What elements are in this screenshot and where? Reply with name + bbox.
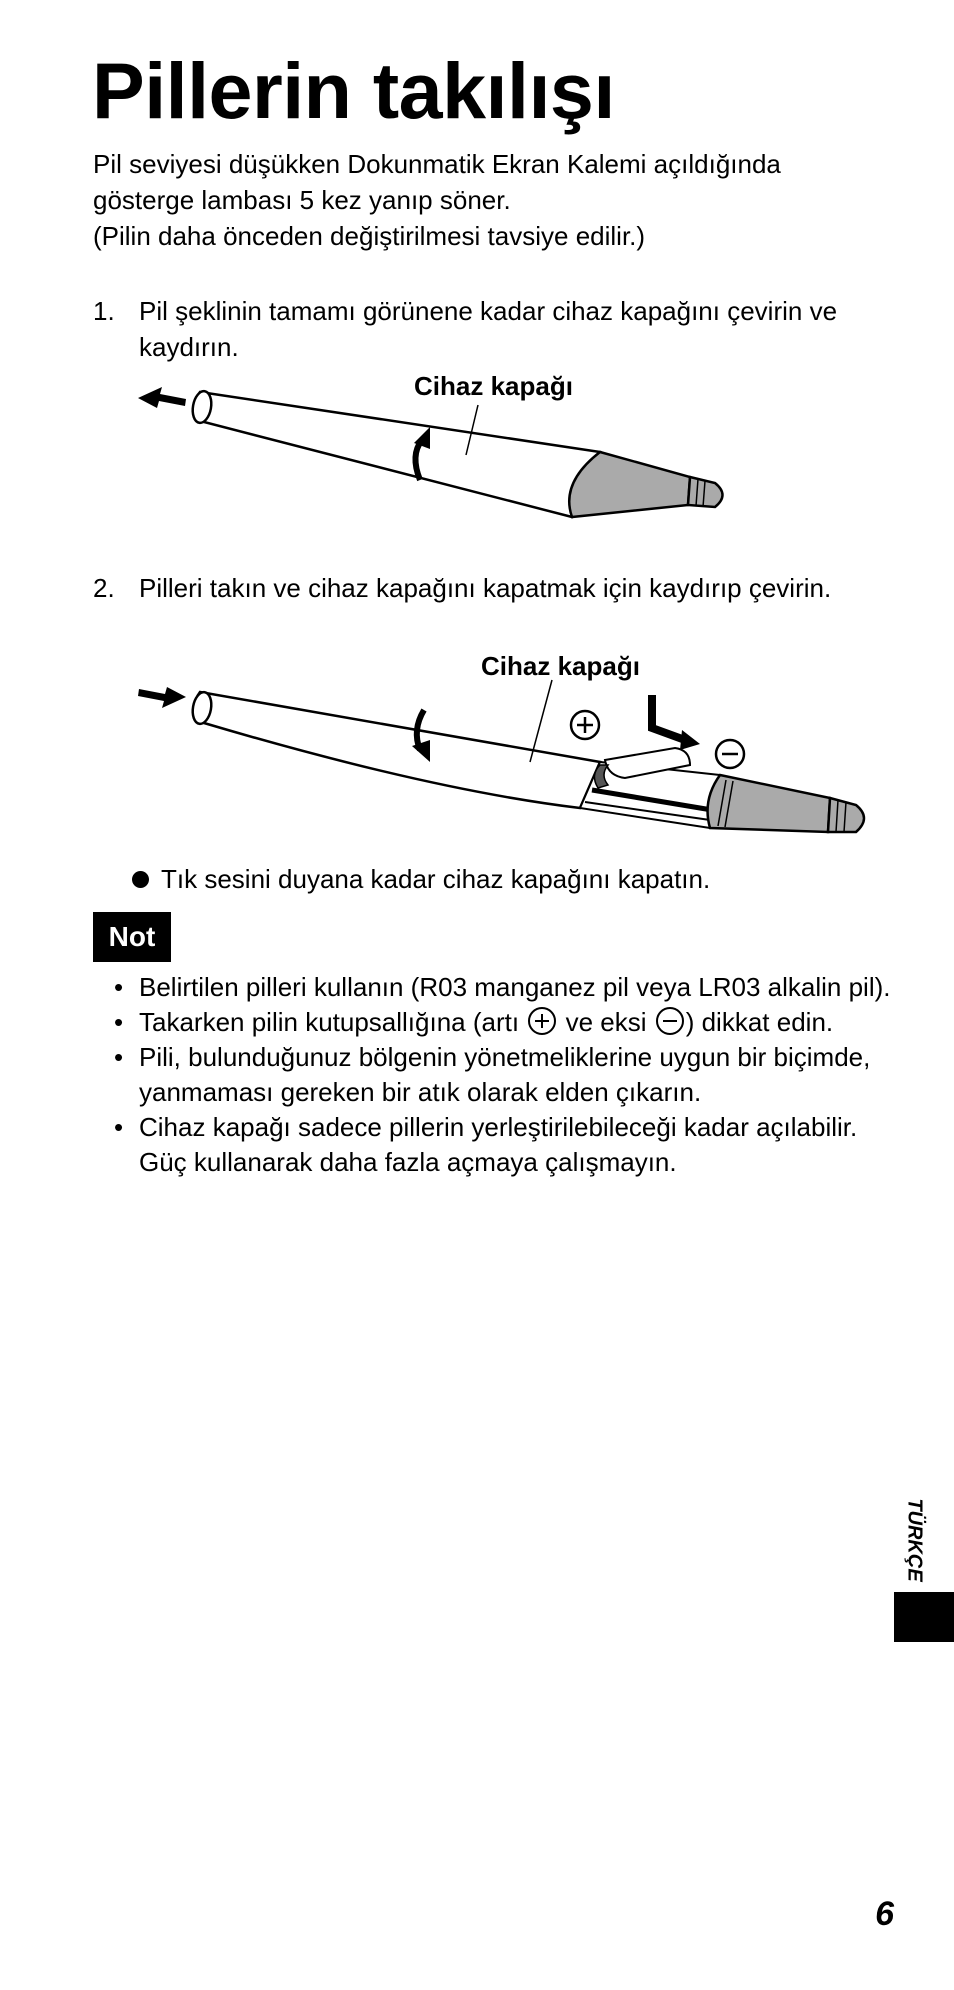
note-text: Cihaz kapağı sadece pillerin yerleştirilebileceği kadar açılabilir. Güç kullanarak daha fazla açmaya çalışmayın. <box>139 1112 858 1177</box>
page-title: Pillerin takılışı <box>92 46 615 135</box>
bullet-icon: • <box>114 972 124 1002</box>
language-tab-marker <box>894 1592 954 1642</box>
plus-circle-icon <box>571 711 599 739</box>
step-2-bullet <box>132 861 710 897</box>
note-heading: Not <box>93 912 171 962</box>
note-list <box>112 970 912 1180</box>
note-text: ) dikkat edin. <box>685 1007 834 1037</box>
arrow-left-icon <box>138 387 186 408</box>
minus-circle-icon <box>716 740 744 768</box>
list-item <box>112 1040 912 1110</box>
intro-line: Pil seviyesi düşükken Dokunmatik Ekran Kalemi açıldığında <box>93 149 781 179</box>
minus-circle-icon <box>656 1007 684 1035</box>
list-item <box>112 1005 912 1040</box>
language-tab-label <box>894 1490 934 1590</box>
device-cover-label: Cihaz kapağı <box>481 651 640 681</box>
note-text: Pili, bulunduğunuz bölgenin yönetmeliklerine uygun bir biçimde, yanmaması gereken bir atık olarak elden çıkarın. <box>139 1042 871 1107</box>
language-label: TÜRKÇE <box>903 1498 926 1582</box>
arrow-right-icon <box>138 687 186 708</box>
note-text: Takarken pilin kutupsallığına (artı <box>139 1007 520 1037</box>
list-item <box>112 970 912 1005</box>
step-text: Pilleri takın ve cihaz kapağını kapatmak için kaydırıp çevirin. <box>139 573 832 603</box>
bullet-text: Tık sesini duyana kadar cihaz kapağını kapatın. <box>161 864 711 894</box>
step-number: 2. <box>93 573 115 603</box>
slide-arrow-icon <box>652 695 700 750</box>
bullet-dot-icon <box>132 871 149 888</box>
bullet-icon: • <box>114 1007 124 1037</box>
pen-insert-figure <box>130 640 890 850</box>
page-number: 6 <box>875 1895 894 1933</box>
intro-line: gösterge lambası 5 kez yanıp söner. <box>93 185 511 215</box>
step-text: Pil şeklinin tamamı görünene kadar cihaz kapağını çevirin ve kaydırın. <box>139 296 838 362</box>
note-text: Belirtilen pilleri kullanın (R03 manganez pil veya LR03 alkalin pil). <box>139 972 891 1002</box>
plus-circle-icon <box>528 1007 556 1035</box>
intro-line: (Pilin daha önceden değiştirilmesi tavsiye edilir.) <box>93 221 646 251</box>
pen-open-figure <box>130 365 750 525</box>
device-cover-label: Cihaz kapağı <box>414 371 573 401</box>
bullet-icon: • <box>114 1042 124 1072</box>
step-number: 1. <box>93 296 115 326</box>
note-text: ve eksi <box>565 1007 647 1037</box>
list-item <box>112 1110 912 1180</box>
bullet-icon: • <box>114 1112 124 1142</box>
intro-text <box>93 146 781 254</box>
